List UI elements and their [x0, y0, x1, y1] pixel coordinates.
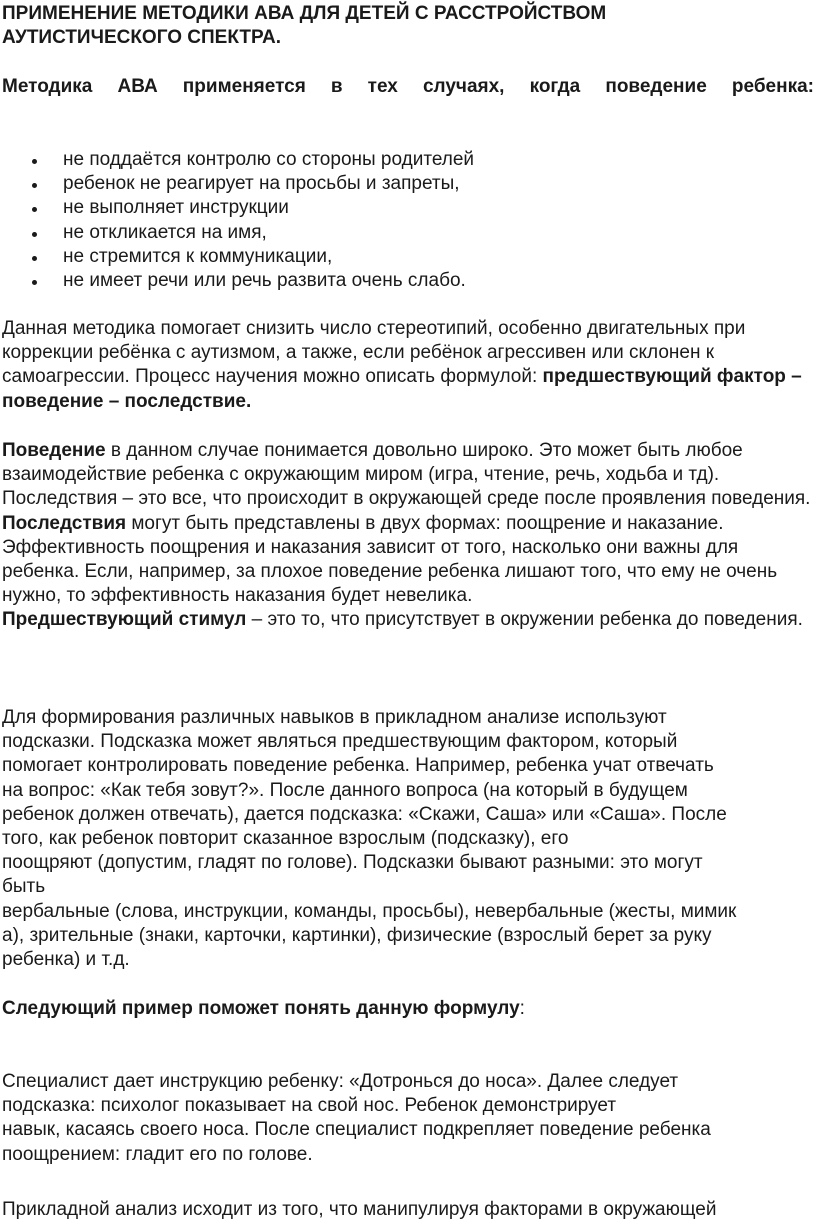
- prompts-line: подсказки. Подсказка может являться предшествующим фактором, который: [2, 731, 678, 753]
- paragraph-definitions: [2, 439, 814, 633]
- list-item-text: ребенок не реагирует на просьбы и запреты,: [63, 173, 460, 195]
- definition-consequences: могут быть представлены в двух формах: поощрение и наказание. Эффективность поощрения и наказания зависит от того, насколько они важны для ребенка. Если, например, за плохое поведение ребенка лишают того, что ему не очень нужно, то эффективность наказания будет невелика.: [2, 512, 778, 607]
- bullet-list: [2, 148, 814, 293]
- term-behavior: Поведение: [2, 440, 106, 461]
- list-item: [2, 221, 814, 245]
- example-heading-colon: :: [519, 998, 525, 1019]
- prompts-line: того, как ребенок повторит сказанное взрослым (подсказку), его: [2, 828, 569, 850]
- definition-antecedent: – это то, что присутствует в окружении ребенка до поведения.: [246, 609, 803, 631]
- prompts-line: а), зрительные (знаки, карточки, картинки), физические (взрослый берет за руку: [2, 924, 712, 946]
- list-item-text: не откликается на имя,: [63, 221, 267, 243]
- prompts-line: ребенок должен отвечать), дается подсказка: «Скажи, Саша» или «Саша». После: [2, 803, 727, 825]
- list-item-text: не имеет речи или речь развита очень слабо.: [63, 269, 466, 291]
- paragraph-method-text: Данная методика помогает снизить число стереотипий, особенно двигательных при коррекции ребёнка с аутизмом, а также, если ребёнок агрессивен или склонен к самоагрессии. Процесс научения можно описать формулой:: [2, 318, 746, 388]
- title-line-2: АУТИСТИЧЕСКОГО СПЕКТРА.: [2, 27, 282, 49]
- list-item: [2, 269, 814, 293]
- title-line-1: ПРИМЕНЕНИЕ МЕТОДИКИ АВА ДЛЯ ДЕТЕЙ С РАССТРОЙСТВОМ: [2, 3, 607, 24]
- prompts-line: поощряют (допустим, гладят по голове). Подсказки бывают разными: это могут: [2, 852, 703, 874]
- paragraph-example: [2, 1070, 814, 1167]
- prompts-line: Для формирования различных навыков в прикладном анализе используют: [2, 707, 667, 728]
- example-line: подсказка: психолог показывает на свой нос. Ребенок демонстрирует: [2, 1095, 617, 1117]
- term-antecedent: Предшествующий стимул: [2, 609, 247, 631]
- prompts-line: вербальные (слова, инструкции, команды, просьбы), невербальные (жесты, мимик: [2, 900, 737, 922]
- bullet-dot-icon: [32, 159, 37, 164]
- list-item: [2, 196, 814, 220]
- example-line: Специалист дает инструкцию ребенку: «Дотронься до носа». Далее следует: [2, 1071, 679, 1092]
- paragraph-applied-analysis: Прикладной анализ исходит из того, что манипулируя факторами в окружающей: [2, 1199, 717, 1220]
- list-item: [2, 172, 814, 196]
- bullet-dot-icon: [32, 183, 37, 188]
- list-item-text: не поддаётся контролю со стороны родителей: [63, 149, 475, 170]
- bullet-dot-icon: [32, 232, 37, 237]
- example-line: навык, касаясь своего носа. После специалист подкрепляет поведение ребенка: [2, 1119, 711, 1141]
- definition-behavior: в данном случае понимается довольно широко. Это может быть любое взаимодействие ребенка с окружающим миром (игра, чтение, речь, ходьба и тд). Последствия – это все, что происходит в окружающей среде после проявления поведения.: [2, 440, 811, 510]
- intro-text: Методика АВА применяется в тех случаях, когда поведение ребенка:: [2, 76, 814, 97]
- bullet-dot-icon: [32, 280, 37, 285]
- example-heading: [2, 997, 814, 1021]
- list-item-text: не стремится к коммуникации,: [63, 245, 333, 267]
- example-heading-text: Следующий пример поможет понять данную формулу: [2, 998, 520, 1019]
- bullet-dot-icon: [32, 207, 37, 212]
- formula-text: предшествующий фактор – поведение – последствие.: [2, 366, 802, 412]
- term-consequences: Последствия: [2, 512, 127, 534]
- list-item-text: не выполняет инструкции: [63, 197, 289, 219]
- paragraph-method: [2, 317, 814, 414]
- paragraph-prompts: [2, 706, 814, 972]
- bullet-dot-icon: [32, 256, 37, 261]
- document-title: [2, 2, 814, 50]
- prompts-line: на вопрос: «Как тебя зовут?». После данного вопроса (на который в будущем: [2, 779, 688, 801]
- list-item: [2, 148, 814, 172]
- prompts-line: помогает контролировать поведение ребенка. Например, ребенка учат отвечать: [2, 755, 714, 777]
- prompts-line: ребенка) и т.д.: [2, 949, 130, 971]
- list-item: [2, 245, 814, 269]
- prompts-line: быть: [2, 876, 46, 898]
- example-line: поощрением: гладит его по голове.: [2, 1143, 313, 1165]
